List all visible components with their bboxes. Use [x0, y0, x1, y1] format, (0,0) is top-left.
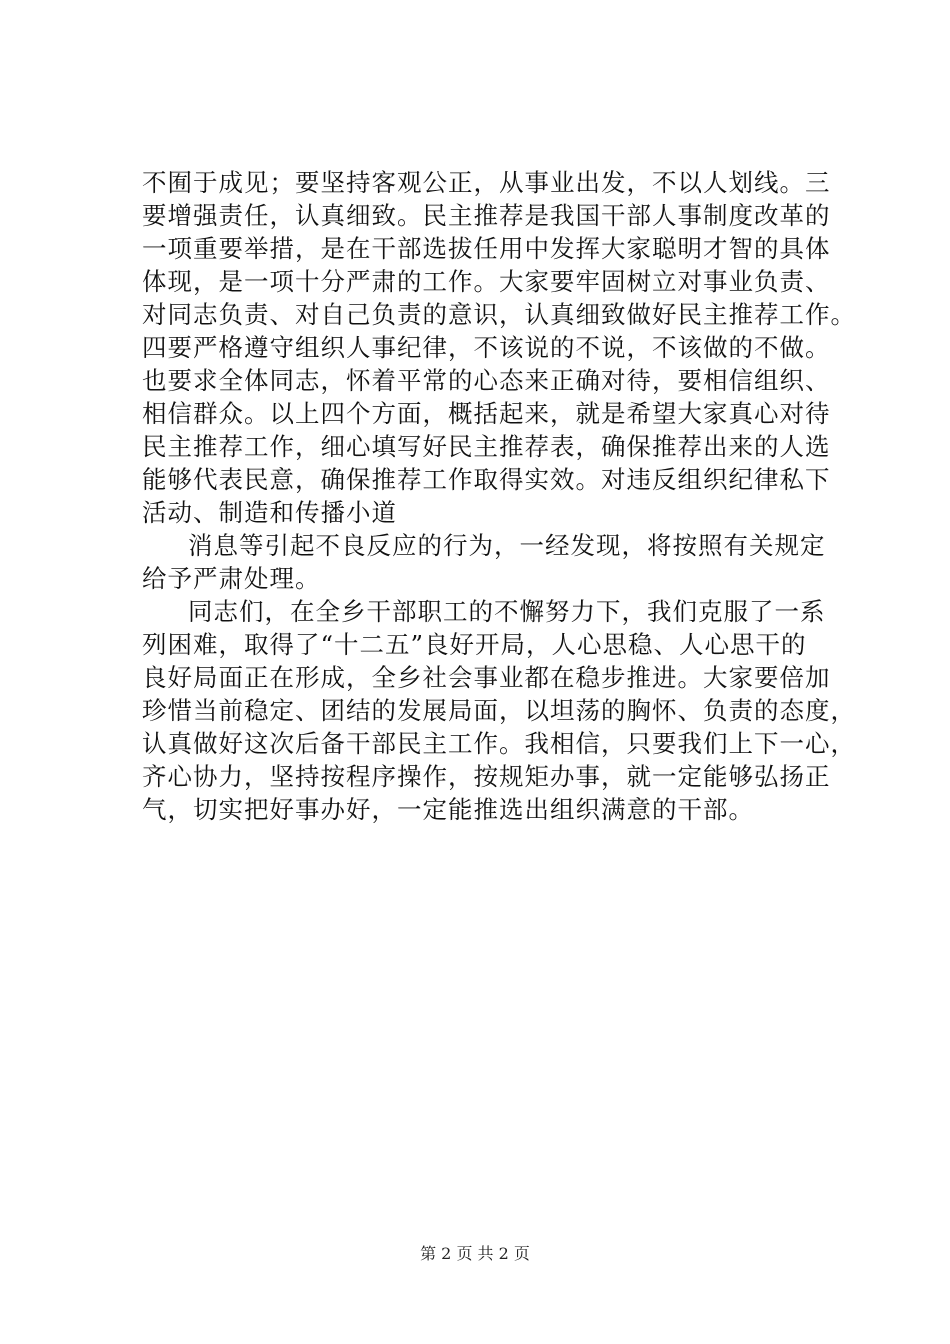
text-line: 不囿于成见；要坚持客观公正，从事业出发，不以人划线。三: [142, 168, 831, 197]
text-line: 列困难，取得了“十二五”良好开局，人心思稳、人心思干的: [142, 630, 807, 659]
text-line: 珍惜当前稳定、团结的发展局面，以坦荡的胸怀、负责的态度，: [142, 696, 856, 725]
document-body: [142, 166, 862, 826]
text-line: 认真做好这次后备干部民主工作。我相信，只要我们上下一心，: [142, 729, 856, 758]
paragraph-start-line: 消息等引起不良反应的行为，一经发现，将按照有关规定: [188, 531, 826, 560]
text-line: 能够代表民意，确保推荐工作取得实效。对违反组织纪律私下: [142, 465, 831, 494]
text-line: 相信群众。以上四个方面，概括起来，就是希望大家真心对待: [142, 399, 831, 428]
paragraph-start-line: 同志们，在全乡干部职工的不懈努力下，我们克服了一系: [188, 597, 826, 626]
text-line: 良好局面正在形成，全乡社会事业都在稳步推进。大家要倍加: [142, 663, 831, 692]
text-line: 活动、制造和传播小道: [142, 498, 397, 527]
text-line: 一项重要举措，是在干部选拔任用中发挥大家聪明才智的具体: [142, 234, 831, 263]
text-line: 对同志负责、对自己负责的意识，认真细致做好民主推荐工作。: [142, 300, 856, 329]
page-number-footer: 第 2 页 共 2 页: [420, 1244, 530, 1263]
text-line: 给予严肃处理。: [142, 564, 321, 593]
text-line: 民主推荐工作，细心填写好民主推荐表，确保推荐出来的人选: [142, 432, 831, 461]
text-line: 也要求全体同志，怀着平常的心态来正确对待，要相信组织、: [142, 366, 831, 395]
text-line: 四要严格遵守组织人事纪律，不该说的不说，不该做的不做。: [142, 333, 831, 362]
text-line: 体现，是一项十分严肃的工作。大家要牢固树立对事业负责、: [142, 267, 831, 296]
text-line: 气，切实把好事办好，一定能推选出组织满意的干部。: [142, 795, 754, 824]
text-line: 齐心协力，坚持按程序操作，按规矩办事，就一定能够弘扬正: [142, 762, 831, 791]
text-line: 要增强责任，认真细致。民主推荐是我国干部人事制度改革的: [142, 201, 831, 230]
